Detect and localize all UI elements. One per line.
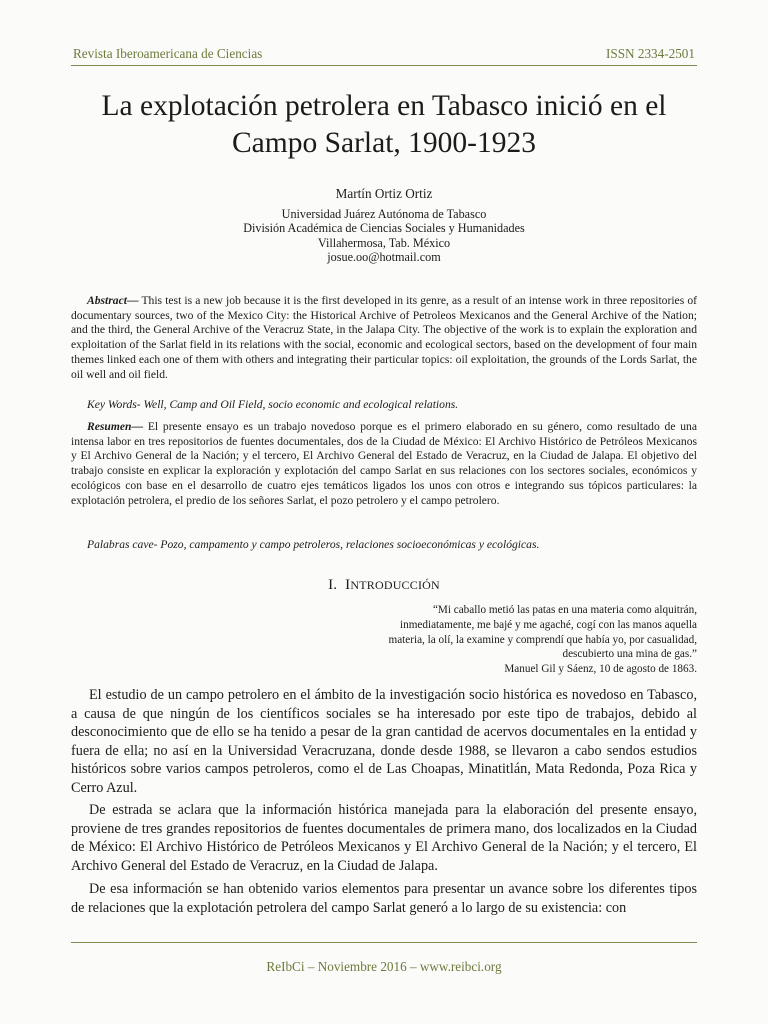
resumen-text: El presente ensayo es un trabajo novedoso porque es el primero elaborado en su género, como resultado de una intensa labor en tres repositorios de fuentes documentales, dos de la Ciudad de México: El Archivo Histórico de Petróleos Mexicanos y El Archivo General de la Nación; y el tercero, El Archivo General del Estado de Veracruz, en la Ciudad de Jalapa. El objetivo del trabajo consiste en explicar la exploración y explotación del campo Sarlat en sus relaciones con los sectores sociales, económicos y ecológicos con base en el desarrollo de cuatro ejes temáticos ligados los unos con otros e integrando sus tópicos particulares: la explotación petrolera, el predio de los señores Sarlat, el pozo petrolero y el campo petrolero.: [71, 420, 697, 507]
journal-name: Revista Iberoamericana de Ciencias: [73, 46, 263, 61]
body-paragraph: De estrada se aclara que la información histórica manejada para la elaboración del presente ensayo, proviene de tres grandes repositorios de fuentes documentales de primera mano, dos localizados en la Ciudad de México: El Archivo Histórico de Petróleos Mexicanos y El Archivo General de la Nación; y el tercero, El Archivo General del Estado de Veracruz, en la Ciudad de Jalapa.: [71, 802, 697, 874]
section-heading: [0, 577, 768, 594]
author-email: josue.oo@hotmail.com: [327, 250, 441, 265]
section-initial: I: [345, 577, 351, 593]
abstract-label: Abstract—: [87, 294, 139, 307]
author-university: Universidad Juárez Autónoma de Tabasco: [281, 206, 487, 221]
epigraph-attribution: Manuel Gil y Sáenz, 10 de agosto de 1863.: [504, 663, 697, 676]
keywords-english: Key Words- Well, Camp and Oil Field, socio economic and ecological relations.: [87, 398, 459, 411]
body-paragraph: El estudio de un campo petrolero en el ámbito de la investigación socio histórica es novedoso en Tabasco, a causa de que ningún de los científicos sociales se ha interesado por este tipo de trabajos, debido al desconocimiento que de ello se ha tenido a pesar de la gran cantidad de acervos documentales en la entidad y fuera de ella; no así en la Universidad Veracruzana, donde desde 1988, se llevaron a cabo sendos estudios históricos sobre varios campos petroleros, como el de Las Choapas, Minatitlán, Mata Redonda, Poza Rica y Cerro Azul.: [71, 687, 697, 796]
epigraph-line: “Mi caballo metió las patas en una materia como alquitrán,: [432, 604, 697, 616]
epigraph-line: materia, la olí, la examine y comprendí que había yo, por casualidad,: [388, 633, 697, 646]
abstract-english: [71, 294, 697, 382]
footer-rule: [71, 942, 697, 943]
keywords-spanish: Palabras cave- Pozo, campamento y campo petroleros, relaciones socioeconómicas y ecológicas.: [87, 538, 540, 551]
resumen-label: Resumen—: [87, 420, 144, 433]
epigraph: [337, 603, 697, 677]
header-rule: [71, 65, 697, 66]
section-number: I.: [328, 577, 338, 593]
author-block: [60, 187, 708, 265]
paper-title: La explotación petrolera en Tabasco inició en el Campo Sarlat, 1900-1923: [101, 90, 667, 159]
section-title-rest: NTRODUCCIÓN: [350, 578, 440, 592]
abstract-text: This test is a new job because it is the first developed in its genre, as a result of an intense work in three repositories of documentary sources, two of the Mexico City: the Historical Archive of Petroleos Mexicanos and the General Archive of the Nation; and the third, the General Archive of the Veracruz State, in the Jalapa City. The objective of the work is to explain the exploration and exploitation of the Sarlat field in its relations with the social, economic and ecological sectors, based on the development of four main themes linked each one of them with others and integrating their particular topics: oil exploitation, the grounds of the Lords Sarlat, the oil well and oil field.: [71, 294, 697, 381]
abstract-spanish: [71, 420, 697, 508]
author-name: Martín Ortiz Ortiz: [335, 186, 433, 201]
epigraph-line: descubierto una mina de gas.”: [562, 648, 697, 661]
body-paragraph: De esa información se han obtenido varios elementos para presentar un avance sobre los diferentes tipos de relaciones que la explotación petrolera del campo Sarlat generó a lo largo de su existencia: con: [71, 881, 697, 916]
epigraph-line: inmediatamente, me bajé y me agaché, cogí con las manos aquella: [400, 618, 697, 631]
author-location: Villahermosa, Tab. México: [317, 235, 451, 250]
running-footer: ReIbCi – Noviembre 2016 – www.reibci.org: [266, 959, 502, 974]
author-division: División Académica de Ciencias Sociales y Humanidades: [243, 221, 525, 236]
issn: ISSN 2334-2501: [605, 46, 695, 61]
running-header: [73, 43, 695, 65]
